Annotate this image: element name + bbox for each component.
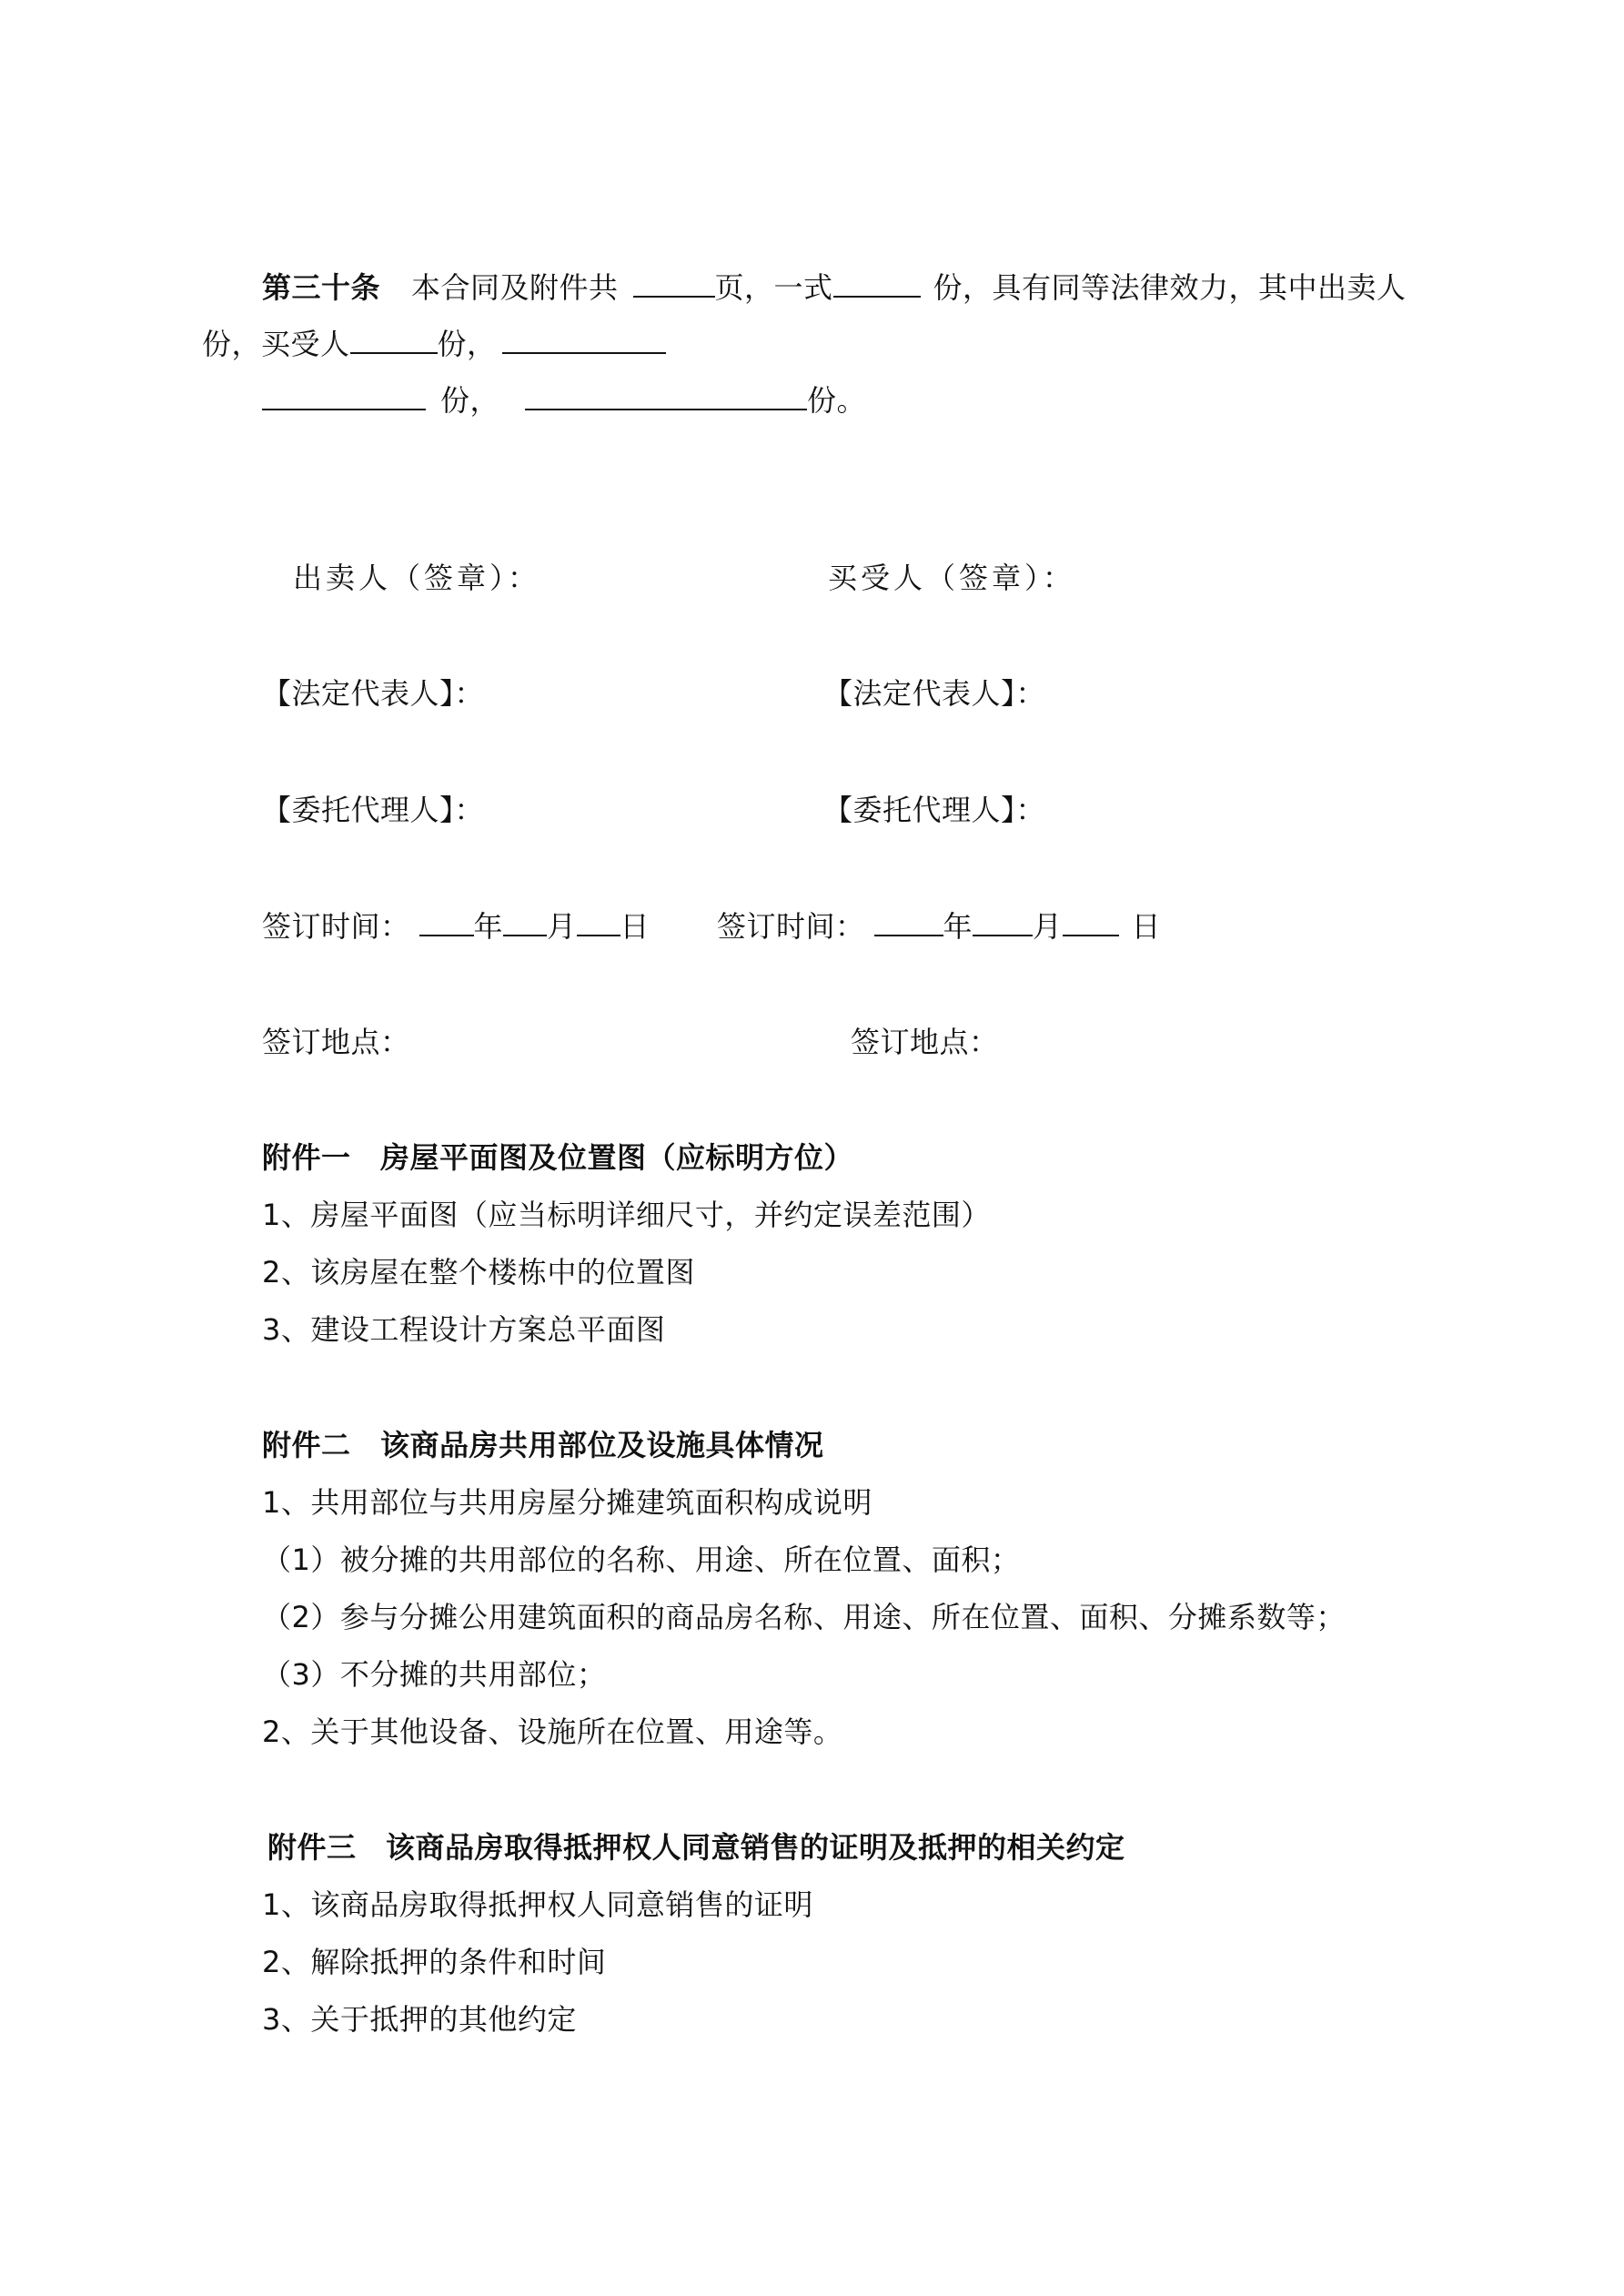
seller-sign-time <box>262 908 650 945</box>
month-label: 月 <box>547 909 577 944</box>
article30-heading: 第三十条 <box>262 270 381 305</box>
annex2-item-3: （2）参与分摊公用建筑面积的商品房名称、用途、所在位置、面积、分摊系数等； <box>262 1600 1346 1634</box>
seller-agent-label: 【委托代理人】： <box>262 793 485 827</box>
article30-text-4: 份，买受人 <box>202 327 350 361</box>
month-label: 月 <box>1033 909 1063 944</box>
annex1-item-3: 3、建设工程设计方案总平面图 <box>262 1312 666 1347</box>
article30-text-7: 份。 <box>807 383 867 418</box>
annex2-item-2: （1）被分摊的共用部位的名称、用途、所在位置、面积； <box>262 1542 1021 1577</box>
copies-blank[interactable] <box>833 270 921 298</box>
annex2-title: 附件二 该商品房共用部位及设施具体情况 <box>262 1428 824 1462</box>
buyer-year-blank[interactable] <box>874 909 943 936</box>
sign-time-label: 签订时间： <box>262 909 410 944</box>
buyer-month-blank[interactable] <box>973 909 1033 936</box>
buyer-agent-label: 【委托代理人】： <box>823 793 1046 827</box>
seller-day-blank[interactable] <box>577 909 620 936</box>
seller-sign-label: 出卖人（签章）： <box>293 561 541 595</box>
article30-line1 <box>262 269 1407 306</box>
buyer-sign-time <box>717 908 1161 945</box>
annex1-title: 附件一 房屋平面图及位置图（应标明方位） <box>262 1140 854 1175</box>
day-label: 日 <box>1131 909 1162 944</box>
other-party-blank-1[interactable] <box>502 327 666 354</box>
article30-text-3: 份，具有同等法律效力，其中出卖人 <box>933 270 1407 305</box>
buyer-sign-label: 买受人（签章）： <box>828 561 1076 595</box>
buyer-day-blank[interactable] <box>1063 909 1119 936</box>
seller-year-blank[interactable] <box>419 909 474 936</box>
buyer-legal-rep-label: 【法定代表人】： <box>823 676 1046 711</box>
annex3-title: 附件三 该商品房取得抵押权人同意销售的证明及抵押的相关约定 <box>267 1830 1125 1865</box>
annex2-item-5: 2、关于其他设备、设施所在位置、用途等。 <box>262 1714 843 1749</box>
annex3-item-1: 1、该商品房取得抵押权人同意销售的证明 <box>262 1887 813 1922</box>
buyer-sign-place: 签订地点： <box>851 1025 999 1059</box>
article30-text-5: 份， <box>437 327 497 361</box>
annex3-item-3: 3、关于抵押的其他约定 <box>262 2002 577 2037</box>
article30-text-2: 页，一式 <box>714 270 833 305</box>
annex2-item-4: （3）不分摊的共用部位； <box>262 1657 607 1692</box>
other-party-blank-3[interactable] <box>525 383 807 410</box>
annex3-item-2: 2、解除抵押的条件和时间 <box>262 1945 607 1979</box>
annex1-item-1: 1、房屋平面图（应当标明详细尺寸，并约定误差范围） <box>262 1198 991 1232</box>
buyer-copies-blank[interactable] <box>350 327 438 354</box>
article30-text-6: 份， <box>440 383 500 418</box>
pages-blank[interactable] <box>633 270 715 298</box>
annex1-item-2: 2、该房屋在整个楼栋中的位置图 <box>262 1255 695 1290</box>
seller-month-blank[interactable] <box>503 909 547 936</box>
day-label: 日 <box>620 909 651 944</box>
article30-text-1: 本合同及附件共 <box>411 270 619 305</box>
year-label: 年 <box>943 909 973 944</box>
year-label: 年 <box>473 909 504 944</box>
article30-line2 <box>202 326 666 362</box>
sign-time-label: 签订时间： <box>717 909 865 944</box>
seller-sign-place: 签订地点： <box>262 1025 410 1059</box>
other-party-blank-2[interactable] <box>262 383 426 410</box>
annex2-item-1: 1、共用部位与共用房屋分摊建筑面积构成说明 <box>262 1485 873 1520</box>
seller-legal-rep-label: 【法定代表人】： <box>262 676 485 711</box>
article30-line3 <box>262 382 866 419</box>
